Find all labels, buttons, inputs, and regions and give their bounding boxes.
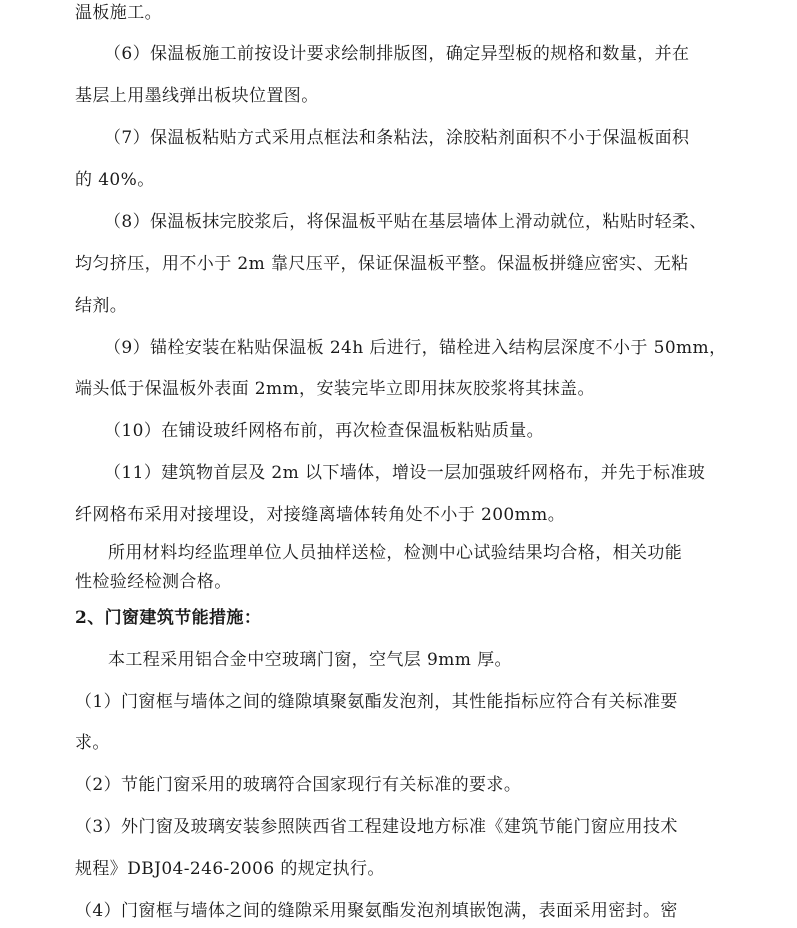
paragraph-line: 性检验经检测合格。 <box>75 572 232 592</box>
paragraph-line: （4）门窗框与墙体之间的缝隙采用聚氨酯发泡剂填嵌饱满，表面采用密封。密 <box>75 901 678 921</box>
paragraph-line: （2）节能门窗采用的玻璃符合国家现行有关标准的要求。 <box>75 775 522 795</box>
paragraph-line: 端头低于保温板外表面 2mm，安装完毕立即用抹灰胶浆将其抹盖。 <box>75 379 595 399</box>
paragraph-line: 均匀挤压，用不小于 2m 靠尺压平，保证保温板平整。保温板拼缝应密实、无粘 <box>75 254 689 274</box>
paragraph-line: （9）锚栓安装在粘贴保温板 24h 后进行，锚栓进入结构层深度不小于 50mm， <box>104 338 727 358</box>
paragraph-line: 本工程采用铝合金中空玻璃门窗，空气层 9mm 厚。 <box>108 650 512 670</box>
paragraph-line: （8）保温板抹完胶浆后，将保温板平贴在基层墙体上滑动就位，粘贴时轻柔、 <box>104 212 707 232</box>
paragraph-line: 求。 <box>75 733 110 753</box>
paragraph-line: （11）建筑物首层及 2m 以下墙体，增设一层加强玻纤网格布，并先于标准玻 <box>104 463 706 483</box>
paragraph-line: 结剂。 <box>75 296 128 316</box>
paragraph-line: 规程》DBJ04-246-2006 的规定执行。 <box>75 859 385 879</box>
paragraph-line: （3）外门窗及玻璃安装参照陕西省工程建设地方标准《建筑节能门窗应用技术 <box>75 817 678 837</box>
paragraph-line: （10）在铺设玻纤网格布前，再次检查保温板粘贴质量。 <box>104 421 545 441</box>
paragraph-line: 的 40%。 <box>75 170 155 190</box>
paragraph-line: （1）门窗框与墙体之间的缝隙填聚氨酯发泡剂，其性能指标应符合有关标准要 <box>75 692 678 712</box>
section-heading: 2、门窗建筑节能措施： <box>75 608 262 628</box>
paragraph-line: （6）保温板施工前按设计要求绘制排版图，确定异型板的规格和数量，并在 <box>104 44 690 64</box>
paragraph-line: 纤网格布采用对接埋设，对接缝离墙体转角处不小于 200mm。 <box>75 505 566 525</box>
paragraph-line: 所用材料均经监理单位人员抽样送检，检测中心试验结果均合格，相关功能 <box>108 543 683 563</box>
paragraph-line: （7）保温板粘贴方式采用点框法和条粘法，涂胶粘剂面积不小于保温板面积 <box>104 128 690 148</box>
paragraph-line: 基层上用墨线弹出板块位置图。 <box>75 86 319 106</box>
paragraph-line: 温板施工。 <box>75 3 162 23</box>
